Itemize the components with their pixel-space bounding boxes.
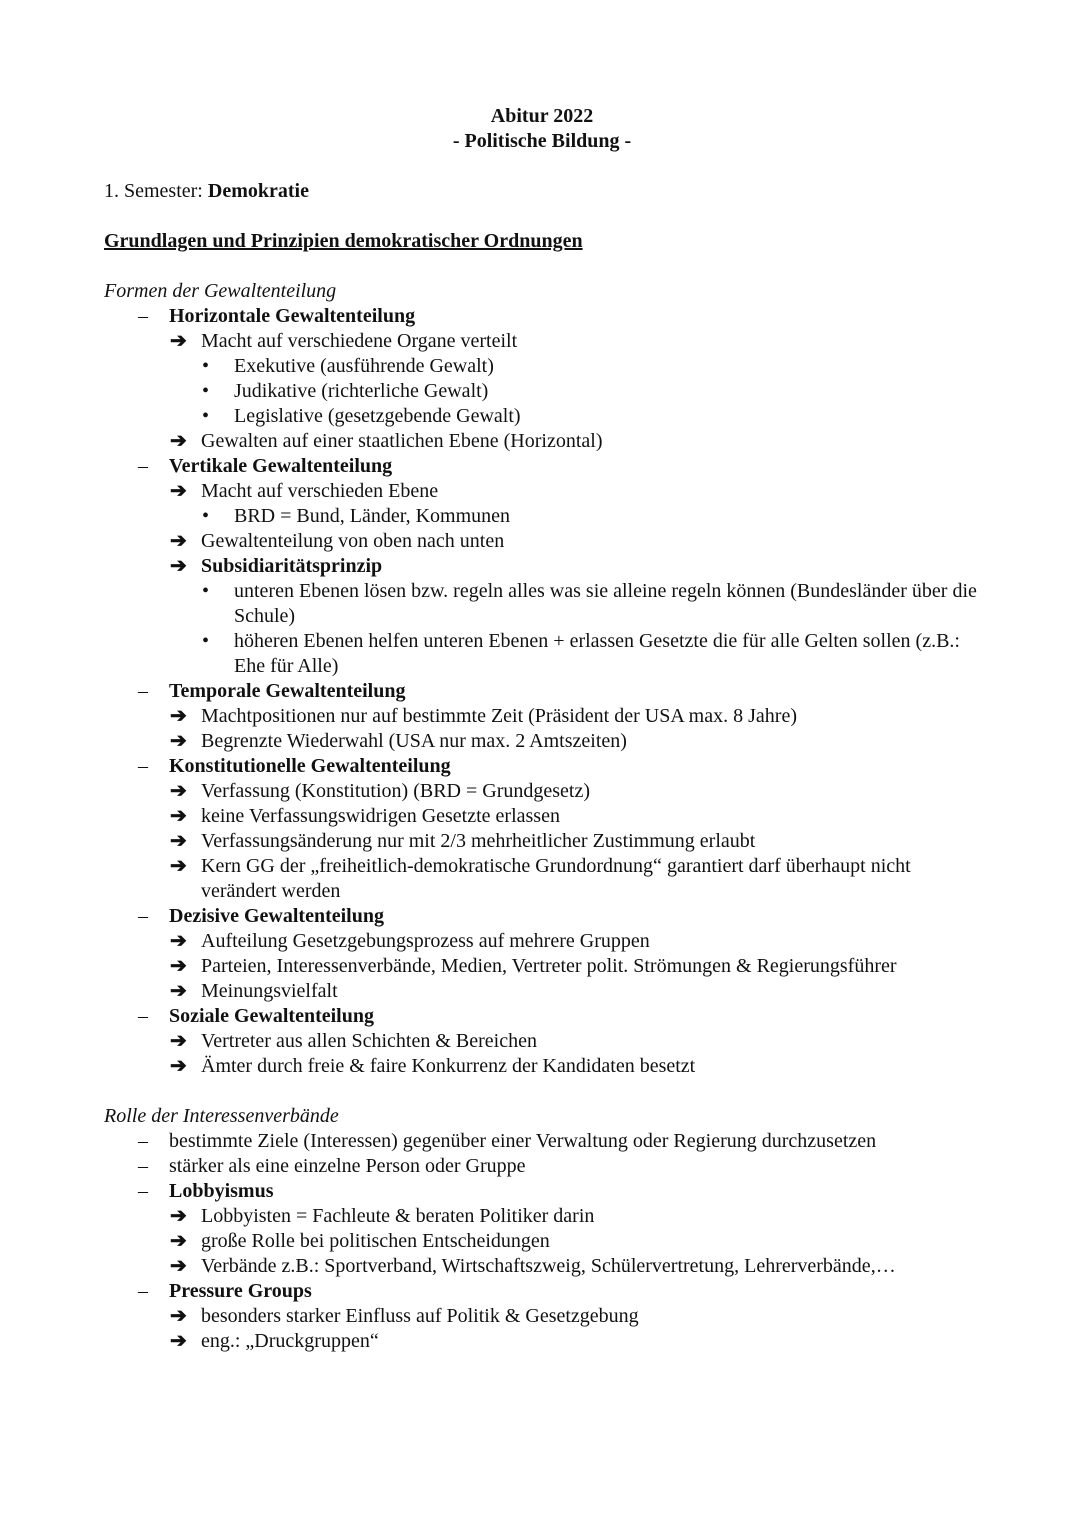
spacer — [104, 154, 980, 179]
list-item-horizontal — [104, 304, 980, 329]
bullet-item — [104, 404, 980, 429]
list-item-pressure-groups — [104, 1279, 980, 1304]
arrow-text: Machtpositionen nur auf bestimmte Zeit (Präsident der USA max. 8 Jahre) — [201, 705, 797, 727]
dash-marker: – — [138, 1155, 148, 1177]
list-item-temporal — [104, 679, 980, 704]
arrow-icon: ➔ — [170, 805, 187, 827]
section-heading: Grundlagen und Prinzipien demokratischer Ordnungen — [104, 230, 583, 252]
arrow-item — [104, 1304, 980, 1329]
dash-marker: – — [138, 905, 148, 927]
bullet-icon: • — [202, 580, 210, 602]
bullet-text: unteren Ebenen lösen bzw. regeln alles was sie alleine regeln können (Bundesländer über die Schule) — [234, 580, 977, 627]
arrow-icon: ➔ — [170, 530, 187, 552]
bullet-text: Judikative (richterliche Gewalt) — [234, 380, 489, 402]
arrow-item — [104, 954, 980, 979]
bullet-text: höheren Ebenen helfen unteren Ebenen + erlassen Gesetzte die für alle Gelten sollen (z.B.: Ehe für Alle) — [234, 630, 960, 677]
arrow-text: besonders starker Einfluss auf Politik & Gesetzgebung — [201, 1305, 639, 1327]
dash-marker: – — [138, 455, 148, 477]
arrow-item — [104, 929, 980, 954]
arrow-icon: ➔ — [170, 730, 187, 752]
arrow-item — [104, 1254, 980, 1279]
arrow-item — [104, 829, 980, 854]
dash-marker: – — [138, 755, 148, 777]
arrow-text: Aufteilung Gesetzgebungsprozess auf mehrere Gruppen — [201, 930, 650, 952]
arrow-text: Gewalten auf einer staatlichen Ebene (Horizontal) — [201, 430, 603, 452]
dash-marker: – — [138, 1280, 148, 1302]
item-title: Soziale Gewaltenteilung — [169, 1005, 374, 1027]
item-title: Pressure Groups — [169, 1280, 312, 1302]
list-item-lobbyismus — [104, 1179, 980, 1204]
item-title: Horizontale Gewaltenteilung — [169, 305, 416, 327]
arrow-item — [104, 779, 980, 804]
dash-marker: – — [138, 1005, 148, 1027]
arrow-icon: ➔ — [170, 1030, 187, 1052]
arrow-icon: ➔ — [170, 780, 187, 802]
bullet-item — [104, 579, 980, 629]
arrow-icon: ➔ — [170, 555, 187, 577]
arrow-icon: ➔ — [170, 1255, 187, 1277]
document-subtitle: - Politische Bildung - — [452, 130, 632, 152]
spacer — [104, 1079, 980, 1104]
semester-line — [104, 179, 980, 204]
item-title: Temporale Gewaltenteilung — [169, 680, 406, 702]
bullet-icon: • — [202, 380, 210, 402]
arrow-item — [104, 1054, 980, 1079]
arrow-icon: ➔ — [170, 930, 187, 952]
arrow-item — [104, 1204, 980, 1229]
subsection-heading-interessenverbaende: Rolle der Interessenverbände — [104, 1105, 339, 1127]
arrow-text: eng.: „Druckgruppen“ — [201, 1330, 379, 1352]
arrow-text: Verfassung (Konstitution) (BRD = Grundgesetz) — [201, 780, 590, 802]
list-item-sozial — [104, 1004, 980, 1029]
item-title: Lobbyismus — [169, 1180, 274, 1202]
arrow-item — [104, 1329, 980, 1354]
arrow-text: keine Verfassungswidrigen Gesetzte erlassen — [201, 805, 560, 827]
arrow-icon: ➔ — [170, 955, 187, 977]
arrow-text: Vertreter aus allen Schichten & Bereichen — [201, 1030, 537, 1052]
arrow-icon: ➔ — [170, 705, 187, 727]
bullet-item — [104, 629, 980, 679]
arrow-icon: ➔ — [170, 1330, 187, 1352]
list-item-dezisiv — [104, 904, 980, 929]
arrow-text: Parteien, Interessenverbände, Medien, Vertreter polit. Strömungen & Regierungsführer — [201, 955, 897, 977]
dash-marker: – — [138, 1180, 148, 1202]
item-title: Dezisive Gewaltenteilung — [169, 905, 384, 927]
arrow-icon: ➔ — [170, 430, 187, 452]
arrow-text: große Rolle bei politischen Entscheidungen — [201, 1230, 550, 1252]
arrow-icon: ➔ — [170, 1305, 187, 1327]
arrow-icon: ➔ — [170, 330, 187, 352]
item-text: stärker als eine einzelne Person oder Gruppe — [169, 1155, 526, 1177]
bullet-text: BRD = Bund, Länder, Kommunen — [234, 505, 511, 527]
arrow-item — [104, 704, 980, 729]
dash-marker: – — [138, 1130, 148, 1152]
arrow-item — [104, 329, 980, 354]
subsection-heading-gewaltenteilung: Formen der Gewaltenteilung — [104, 280, 337, 302]
item-title: Konstitutionelle Gewaltenteilung — [169, 755, 451, 777]
arrow-item — [104, 804, 980, 829]
arrow-item — [104, 479, 980, 504]
arrow-icon: ➔ — [170, 855, 187, 877]
spacer — [104, 254, 980, 279]
arrow-icon: ➔ — [170, 1205, 187, 1227]
arrow-text: Macht auf verschieden Ebene — [201, 480, 439, 502]
arrow-icon: ➔ — [170, 980, 187, 1002]
arrow-item — [104, 854, 980, 904]
arrow-text: Subsidiaritätsprinzip — [201, 555, 383, 577]
arrow-icon: ➔ — [170, 830, 187, 852]
list-item — [104, 1129, 980, 1154]
bullet-icon: • — [202, 355, 210, 377]
bullet-icon: • — [202, 505, 210, 527]
list-item-konstitutionell — [104, 754, 980, 779]
item-text: bestimmte Ziele (Interessen) gegenüber einer Verwaltung oder Regierung durchzusetzen — [169, 1130, 877, 1152]
arrow-item — [104, 429, 980, 454]
arrow-item — [104, 979, 980, 1004]
arrow-icon: ➔ — [170, 1055, 187, 1077]
arrow-text: Begrenzte Wiederwahl (USA nur max. 2 Amtszeiten) — [201, 730, 627, 752]
arrow-icon: ➔ — [170, 480, 187, 502]
arrow-text: Verfassungsänderung nur mit 2/3 mehrheitlicher Zustimmung erlaubt — [201, 830, 756, 852]
item-title: Vertikale Gewaltenteilung — [169, 455, 393, 477]
arrow-text: Ämter durch freie & faire Konkurrenz der Kandidaten besetzt — [201, 1055, 696, 1077]
arrow-text: Kern GG der „freiheitlich-demokratische Grundordnung“ garantiert darf überhaupt nicht verändert werden — [201, 855, 911, 902]
arrow-text: Macht auf verschiedene Organe verteilt — [201, 330, 518, 352]
bullet-item — [104, 379, 980, 404]
dash-marker: – — [138, 305, 148, 327]
bullet-icon: • — [202, 405, 210, 427]
list-item — [104, 1154, 980, 1179]
arrow-text: Meinungsvielfalt — [201, 980, 338, 1002]
list-item-vertikal — [104, 454, 980, 479]
arrow-item — [104, 729, 980, 754]
document-title: Abitur 2022 — [490, 105, 594, 127]
semester-topic: Demokratie — [207, 180, 309, 202]
bullet-icon: • — [202, 630, 210, 652]
arrow-item — [104, 1229, 980, 1254]
dash-marker: – — [138, 680, 148, 702]
arrow-text: Gewaltenteilung von oben nach unten — [201, 530, 505, 552]
semester-prefix: 1. Semester: — [104, 180, 208, 202]
arrow-item — [104, 529, 980, 554]
bullet-text: Exekutive (ausführende Gewalt) — [234, 355, 494, 377]
arrow-icon: ➔ — [170, 1230, 187, 1252]
arrow-text: Verbände z.B.: Sportverband, Wirtschaftszweig, Schülervertretung, Lehrerverbände,… — [201, 1255, 896, 1277]
bullet-item — [104, 504, 980, 529]
arrow-item — [104, 1029, 980, 1054]
arrow-text: Lobbyisten = Fachleute & beraten Politiker darin — [201, 1205, 595, 1227]
bullet-text: Legislative (gesetzgebende Gewalt) — [234, 405, 521, 427]
arrow-item-subsidiaritaet — [104, 554, 980, 579]
bullet-item — [104, 354, 980, 379]
spacer — [104, 204, 980, 229]
